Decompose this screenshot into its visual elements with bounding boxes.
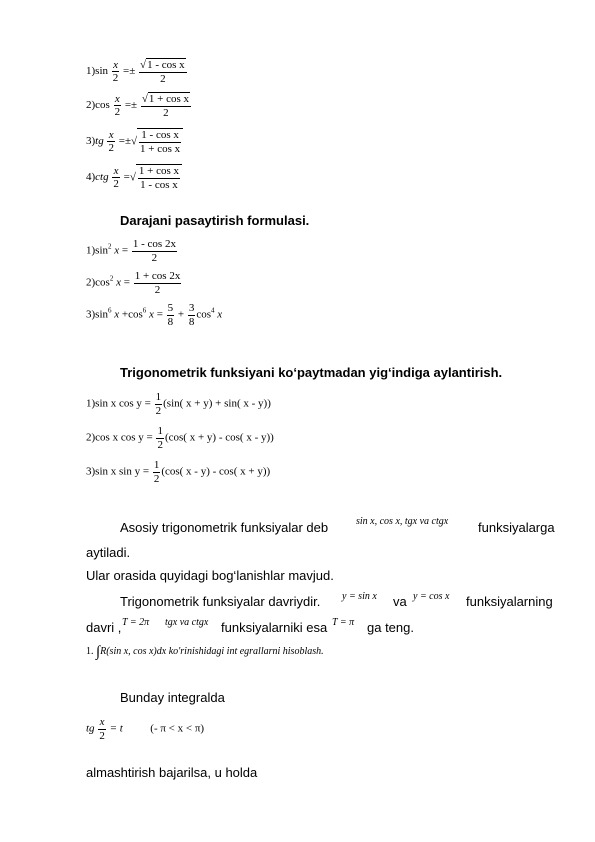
power-formula-2: $2)\cos^2$ x = $\frac{1 + \cos 2x}{2}$ [86, 270, 181, 296]
power-reduction-heading: Darajani pasaytirish formulasi. [120, 213, 310, 228]
half-angle-formula-2: 2)cos $\frac{x}{2}$ =± $\frac{\text{√1 + cos x}}{2}$ [86, 92, 190, 119]
paragraph-periodic-line2-b: funksiyalarniki esa [221, 620, 328, 635]
product-to-sum-heading: Trigonometrik funksiyani ko‘paytmadan yig‘indiga aylantirish. [120, 365, 503, 380]
paragraph-periodic-end: funksiyalarning [466, 594, 553, 609]
product-formula-3: 3)sin x sin y = $\frac{1}{2}$ (cos( x - y) - cos( x + y)) [86, 459, 271, 485]
paragraph-periodic-start: Trigonometrik funksiyalar davriydir. [120, 594, 321, 609]
inline-tgx-ctgx: tgx va ctgx [165, 617, 209, 628]
inline-period-2pi: T = 2π [122, 617, 150, 628]
half-angle-formula-1: 1)sin $\frac{x}{2}$ =± $\frac{\text{√1 - cos x}}{2}$ [86, 58, 185, 85]
inline-basic-functions: sin x, cos x, tgx va ctgx [356, 516, 449, 527]
paragraph-periodic-line2-a: davri , [86, 620, 122, 635]
half-angle-formula-3: 3)tg $\frac{x}{2}$ =±√ $\frac{\text{1 - cos x}}{\text{1 + cos x}}$ [86, 128, 183, 155]
paragraph-basic-functions-line2: aytiladi. [86, 545, 131, 560]
power-formula-3: $3)\sin^6$ $x +\cos^6$ x = $\frac{5}{8}$ + $\frac{3}{8}$ $\cos^4 x$ [86, 302, 223, 328]
product-formula-1: 1)sin x cos y = $\frac{1}{2}$ (sin( x + y) + sin( x - y)) [86, 391, 271, 417]
integral-item: 1. ∫R(sin x, cos x)dx ko'rinishidagi int egrallarni hisoblash. [86, 644, 324, 660]
product-formula-2: 2)cos x cos y = $\frac{1}{2}$ (cos( x + y) - cos( x - y)) [86, 425, 274, 451]
paragraph-bunday: Bunday integralda [120, 690, 225, 705]
half-angle-formula-4: 4)ctg $\frac{x}{2}$ =√ $\frac{\text{1 + cos x}}{\text{1 - cos x}}$ [86, 164, 182, 191]
substitution-formula: tg $\frac{x}{2}$ = t (- π < x < π) [86, 716, 205, 742]
inline-y-cos-x: y = cos x [413, 591, 450, 602]
paragraph-relations: Ular orasida quyidagi bog‘lanishlar mavjud. [86, 568, 334, 583]
paragraph-basic-functions-end: funksiyalarga [478, 520, 555, 535]
paragraph-periodic-va: va [393, 594, 407, 609]
paragraph-basic-functions-start: Asosiy trigonometrik funksiyalar deb [120, 520, 329, 535]
paragraph-final: almashtirish bajarilsa, u holda [86, 765, 258, 780]
inline-period-pi: T = π [332, 617, 355, 628]
paragraph-periodic-line2-c: ga teng. [367, 620, 414, 635]
power-formula-1: $1)\sin^2$ x = $\frac{1 - \cos 2x}{2}$ [86, 238, 176, 264]
integral-sign: ∫ [96, 644, 101, 660]
inline-y-sin-x: y = sin x [342, 591, 377, 602]
